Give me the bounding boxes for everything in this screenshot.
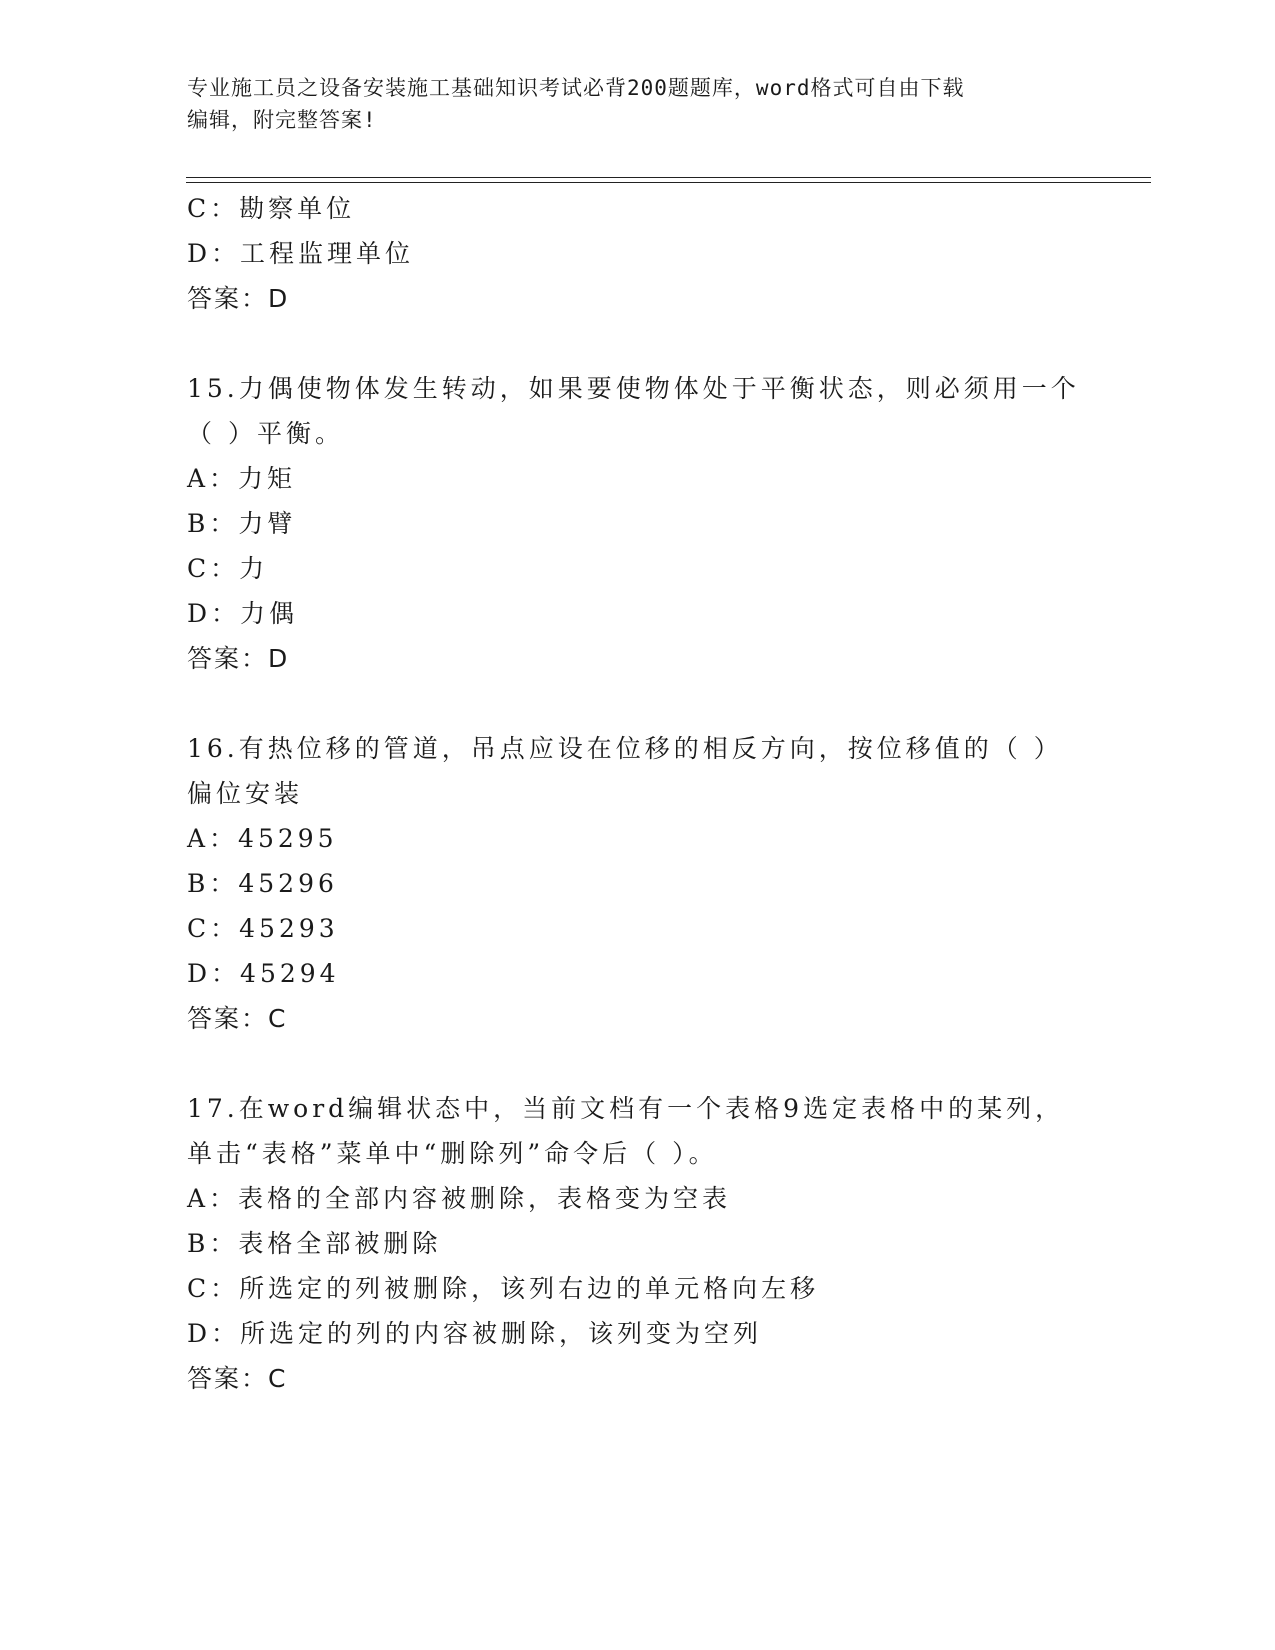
q16-option-d: D：45294 [187, 959, 340, 988]
q15-stem-line-2: （ ）平衡。 [187, 419, 344, 448]
header-divider-top [186, 177, 1151, 178]
header-title-line-1: 专业施工员之设备安装施工基础知识考试必背200题题库，word格式可自由下载 [187, 76, 965, 100]
header-title-line-2: 编辑，附完整答案! [187, 108, 377, 132]
q15-option-a: A：力矩 [187, 464, 297, 493]
q15-option-c: C：力 [187, 554, 269, 583]
prev-option-c: C：勘察单位 [187, 194, 356, 223]
q15-answer: 答案：D [187, 644, 290, 673]
q15-option-b: B：力臂 [187, 509, 297, 538]
q17-option-d: D：所选定的列的内容被删除，该列变为空列 [187, 1319, 763, 1348]
q16-option-a: A：45295 [187, 824, 338, 853]
q17-option-c: C：所选定的列被删除，该列右边的单元格向左移 [187, 1274, 820, 1303]
q15-stem-line-1: 15.力偶使物体发生转动，如果要使物体处于平衡状态，则必须用一个 [187, 374, 1080, 403]
q16-option-b: B：45296 [187, 869, 338, 898]
q17-stem-line-1: 17.在word编辑状态中，当前文档有一个表格9选定表格中的某列， [187, 1094, 1065, 1123]
q17-stem-line-2: 单击“表格”菜单中“删除列”命令后（ ）。 [187, 1139, 718, 1168]
document-header [187, 72, 1087, 136]
header-divider-bottom [186, 182, 1151, 183]
q17-option-a: A：表格的全部内容被删除，表格变为空表 [187, 1184, 732, 1213]
prev-option-d: D：工程监理单位 [187, 239, 415, 268]
q17-answer: 答案：C [187, 1364, 288, 1393]
q15-option-d: D：力偶 [187, 599, 299, 628]
q16-option-c: C：45293 [187, 914, 339, 943]
q16-stem-line-1: 16.有热位移的管道，吊点应设在位移的相反方向，按位移值的（ ） [187, 734, 1063, 763]
q17-option-b: B：表格全部被删除 [187, 1229, 442, 1258]
q16-stem-line-2: 偏位安装 [187, 779, 304, 808]
q16-answer: 答案：C [187, 1004, 288, 1033]
prev-answer: 答案：D [187, 284, 290, 313]
